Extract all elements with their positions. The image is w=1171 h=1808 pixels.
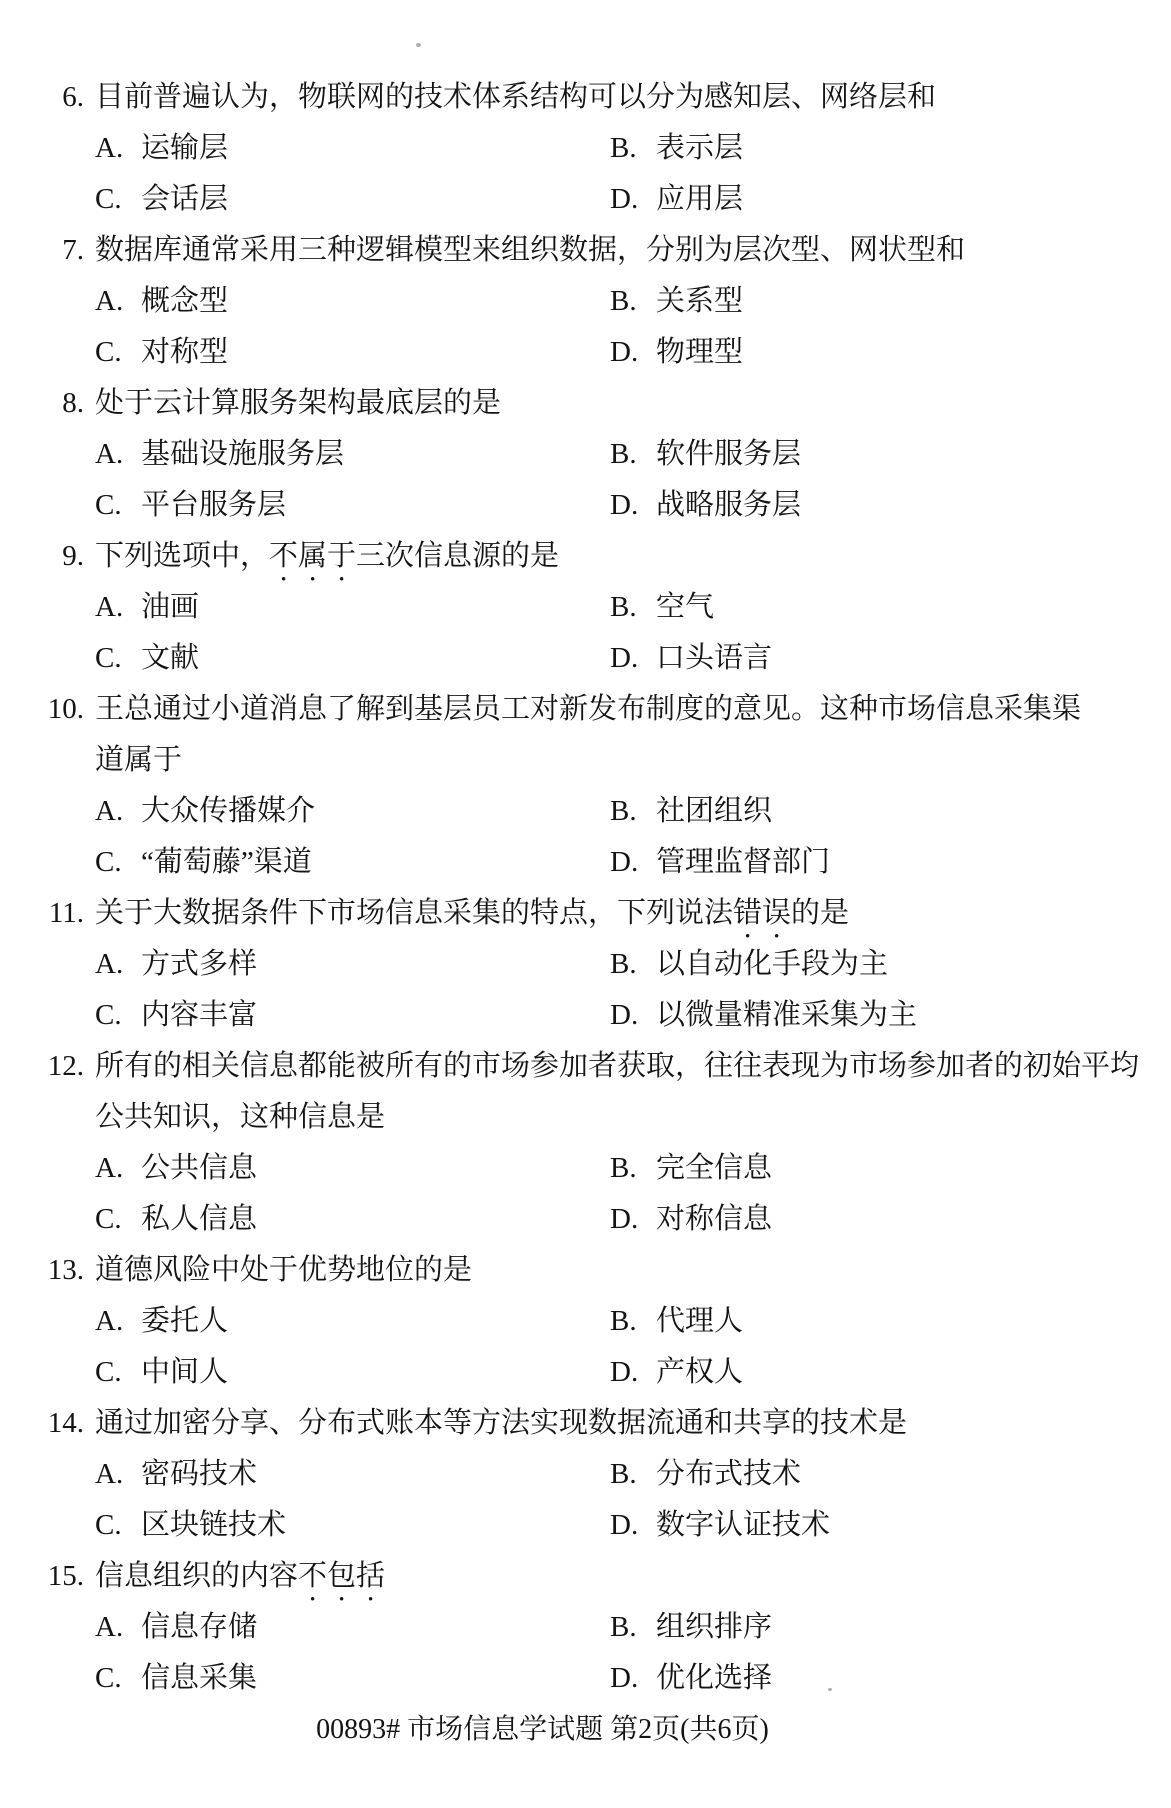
option-text: 优化选择 [656, 1662, 773, 1694]
option-letter: A. [95, 1458, 124, 1490]
question-block [0, 378, 1171, 531]
option-b [610, 582, 714, 633]
question-stem-segment: 关于大数据条件下市场信息采集的特点，下列说法 [95, 897, 734, 929]
option-b [610, 123, 743, 174]
question-stem-segment: 通过加密分享、分布式账本等方法实现数据流通和共享的技术是 [95, 1407, 908, 1439]
question-stem-text [95, 72, 1171, 123]
option-d [610, 1347, 743, 1398]
question-stem-text [95, 1245, 1171, 1296]
option-c [95, 1194, 257, 1245]
option-row [0, 1653, 1171, 1704]
option-text: 文献 [141, 642, 200, 674]
option-b [610, 786, 772, 837]
question-stem-line [0, 531, 1171, 582]
option-row [0, 633, 1171, 684]
question-stem-segment: 三次信息源的是 [356, 540, 560, 572]
option-b [610, 1449, 801, 1500]
option-text: 运输层 [141, 132, 229, 164]
option-row [0, 1449, 1171, 1500]
option-text: 物理型 [656, 336, 744, 368]
question-stem-text [95, 1551, 1171, 1608]
option-text: 软件服务层 [656, 438, 802, 470]
question-stem-text [95, 1041, 1171, 1092]
option-a [95, 1143, 257, 1194]
option-b [610, 939, 888, 990]
option-text: 基础设施服务层 [141, 438, 345, 470]
option-text: 口头语言 [656, 642, 773, 674]
option-a [95, 1602, 257, 1653]
question-stem-line [0, 225, 1171, 276]
option-row [0, 276, 1171, 327]
option-text: 信息存储 [141, 1611, 258, 1643]
option-text: 空气 [656, 591, 715, 623]
question-block [0, 531, 1171, 684]
option-c [95, 1653, 257, 1704]
question-stem-segment: 所有的相关信息都能被所有的市场参加者获取，往往表现为市场参加者的初始平均 [95, 1050, 1140, 1082]
question-stem-line [0, 1041, 1171, 1092]
option-letter: D. [610, 336, 639, 368]
option-row [0, 786, 1171, 837]
option-text: 关系型 [656, 285, 744, 317]
option-text: 密码技术 [141, 1458, 258, 1490]
option-letter: D. [610, 1356, 639, 1388]
option-c [95, 327, 228, 378]
option-row [0, 1296, 1171, 1347]
question-stem-segment: 下列选项中， [95, 540, 270, 572]
question-block [0, 1245, 1171, 1398]
option-text: 内容丰富 [141, 999, 258, 1031]
question-stem-segment: 信息组织的内容 [95, 1560, 299, 1592]
question-stem-emphasized-text: 不属于 [269, 540, 357, 572]
option-row [0, 174, 1171, 225]
option-letter: C. [95, 1203, 122, 1235]
option-row [0, 1347, 1171, 1398]
option-letter: C. [95, 1662, 122, 1694]
option-text: 公共信息 [141, 1152, 258, 1184]
question-stem-line [0, 1092, 1171, 1143]
question-number: 12. [47, 1050, 84, 1082]
question-stem-text [95, 378, 1171, 429]
scan-speck [416, 43, 421, 47]
option-text: 委托人 [141, 1305, 229, 1337]
option-text: 中间人 [141, 1356, 229, 1388]
option-letter: A. [95, 1152, 124, 1184]
option-row [0, 1143, 1171, 1194]
option-a [95, 786, 315, 837]
page-footer-text: 00893# 市场信息学试题 第2页(共6页) [316, 1714, 769, 1745]
option-letter: B. [610, 1458, 637, 1490]
option-a [95, 1296, 228, 1347]
option-d [610, 1194, 772, 1245]
option-text: 管理监督部门 [656, 846, 831, 878]
question-stem-segment: 王总通过小道消息了解到基层员工对新发布制度的意见。这种市场信息采集渠 [95, 693, 1082, 725]
option-row [0, 1194, 1171, 1245]
option-d [610, 174, 743, 225]
question-number: 13. [47, 1254, 84, 1286]
option-b [610, 276, 743, 327]
question-stem-text [95, 225, 1171, 276]
option-text: 产权人 [656, 1356, 744, 1388]
option-b [610, 429, 801, 480]
option-text: 区块链技术 [141, 1509, 287, 1541]
option-d [610, 633, 772, 684]
question-stem-line [0, 1551, 1171, 1602]
option-c [95, 633, 199, 684]
option-text: 大众传播媒介 [141, 795, 316, 827]
option-b [610, 1296, 743, 1347]
option-text: 应用层 [656, 183, 744, 215]
option-letter: A. [95, 591, 124, 623]
option-text: 以自动化手段为主 [656, 948, 889, 980]
option-text: 完全信息 [656, 1152, 773, 1184]
option-text: 信息采集 [141, 1662, 258, 1694]
option-row [0, 1500, 1171, 1551]
option-text: 分布式技术 [656, 1458, 802, 1490]
option-letter: B. [610, 1305, 637, 1337]
option-letter: A. [95, 285, 124, 317]
option-d [610, 480, 801, 531]
question-stem-line [0, 72, 1171, 123]
option-letter: A. [95, 132, 124, 164]
question-stem-segment: 公共知识，这种信息是 [95, 1101, 386, 1133]
option-row [0, 837, 1171, 888]
option-text: 概念型 [141, 285, 229, 317]
option-letter: D. [610, 846, 639, 878]
question-stem-segment: 数据库通常采用三种逻辑模型来组织数据，分别为层次型、网状型和 [95, 234, 966, 266]
option-letter: C. [95, 183, 122, 215]
option-c [95, 480, 286, 531]
question-block [0, 888, 1171, 1041]
option-row [0, 1602, 1171, 1653]
option-letter: C. [95, 1509, 122, 1541]
option-letter: A. [95, 948, 124, 980]
option-letter: C. [95, 1356, 122, 1388]
question-stem-text [95, 735, 1171, 786]
option-letter: A. [95, 438, 124, 470]
option-letter: D. [610, 999, 639, 1031]
question-stem-emphasized-text: 不包括 [298, 1560, 386, 1592]
option-text: 油画 [141, 591, 200, 623]
option-text: 组织排序 [656, 1611, 773, 1643]
option-letter: D. [610, 1203, 639, 1235]
question-stem-line [0, 378, 1171, 429]
option-letter: C. [95, 999, 122, 1031]
option-c [95, 174, 228, 225]
scan-speck [828, 1688, 832, 1691]
option-letter: C. [95, 336, 122, 368]
question-block [0, 225, 1171, 378]
question-block [0, 684, 1171, 888]
option-text: 表示层 [656, 132, 744, 164]
option-row [0, 429, 1171, 480]
option-a [95, 1449, 257, 1500]
question-stem-line [0, 684, 1171, 735]
option-text: 私人信息 [141, 1203, 258, 1235]
option-c [95, 1347, 228, 1398]
option-letter: D. [610, 1662, 639, 1694]
question-block [0, 72, 1171, 225]
question-stem-text [95, 531, 1171, 588]
option-d [610, 327, 743, 378]
page-footer [0, 1704, 1171, 1755]
option-text: 会话层 [141, 183, 229, 215]
option-text: 平台服务层 [141, 489, 287, 521]
option-letter: B. [610, 285, 637, 317]
option-a [95, 429, 344, 480]
option-row [0, 123, 1171, 174]
option-letter: D. [610, 183, 639, 215]
option-letter: C. [95, 489, 122, 521]
question-number: 8. [62, 387, 84, 419]
option-text: 对称型 [141, 336, 229, 368]
option-letter: A. [95, 795, 124, 827]
question-stem-segment: 处于云计算服务架构最底层的是 [95, 387, 502, 419]
option-letter: A. [95, 1305, 124, 1337]
question-list [0, 72, 1171, 1704]
question-number: 10. [47, 693, 84, 725]
option-letter: D. [610, 489, 639, 521]
question-stem-line [0, 1245, 1171, 1296]
option-letter: C. [95, 642, 122, 674]
question-stem-text [95, 1092, 1171, 1143]
option-a [95, 939, 257, 990]
option-row [0, 582, 1171, 633]
option-row [0, 480, 1171, 531]
option-d [610, 990, 917, 1041]
option-a [95, 276, 228, 327]
option-text: 方式多样 [141, 948, 258, 980]
question-number: 7. [62, 234, 84, 266]
option-text: 以微量精准采集为主 [656, 999, 918, 1031]
option-text: 战略服务层 [656, 489, 802, 521]
option-letter: B. [610, 438, 637, 470]
option-d [610, 1500, 830, 1551]
question-stem-text [95, 684, 1171, 735]
option-letter: B. [610, 795, 637, 827]
option-letter: D. [610, 642, 639, 674]
option-text: 社团组织 [656, 795, 773, 827]
question-stem-line [0, 735, 1171, 786]
question-stem-segment: 目前普遍认为，物联网的技术体系结构可以分为感知层、网络层和 [95, 81, 937, 113]
option-a [95, 582, 199, 633]
question-number: 9. [62, 540, 84, 572]
option-letter: C. [95, 846, 122, 878]
question-stem-segment: 道属于 [95, 744, 183, 776]
option-c [95, 990, 257, 1041]
question-stem-text [95, 1398, 1171, 1449]
option-letter: A. [95, 1611, 124, 1643]
question-number: 14. [47, 1407, 84, 1439]
option-letter: B. [610, 948, 637, 980]
option-a [95, 123, 228, 174]
option-row [0, 990, 1171, 1041]
option-d [610, 837, 830, 888]
option-text: 代理人 [656, 1305, 744, 1337]
question-stem-text [95, 888, 1171, 945]
question-stem-segment: 道德风险中处于优势地位的是 [95, 1254, 473, 1286]
option-b [610, 1602, 772, 1653]
option-row [0, 939, 1171, 990]
question-block [0, 1041, 1171, 1245]
option-letter: B. [610, 591, 637, 623]
option-letter: B. [610, 132, 637, 164]
question-stem-line [0, 1398, 1171, 1449]
option-letter: D. [610, 1509, 639, 1541]
option-row [0, 327, 1171, 378]
option-text: 对称信息 [656, 1203, 773, 1235]
question-stem-emphasized-text: 错误 [733, 897, 792, 929]
question-stem-segment: 的是 [791, 897, 850, 929]
option-c [95, 837, 312, 888]
question-number: 6. [62, 81, 84, 113]
option-letter: B. [610, 1152, 637, 1184]
question-block [0, 1551, 1171, 1704]
option-c [95, 1500, 286, 1551]
option-d [610, 1653, 772, 1704]
question-number: 11. [48, 897, 84, 929]
option-text: 数字认证技术 [656, 1509, 831, 1541]
option-letter: B. [610, 1611, 637, 1643]
option-text: “葡萄藤”渠道 [141, 846, 312, 878]
question-number: 15. [47, 1560, 84, 1592]
question-stem-line [0, 888, 1171, 939]
option-b [610, 1143, 772, 1194]
question-block [0, 1398, 1171, 1551]
